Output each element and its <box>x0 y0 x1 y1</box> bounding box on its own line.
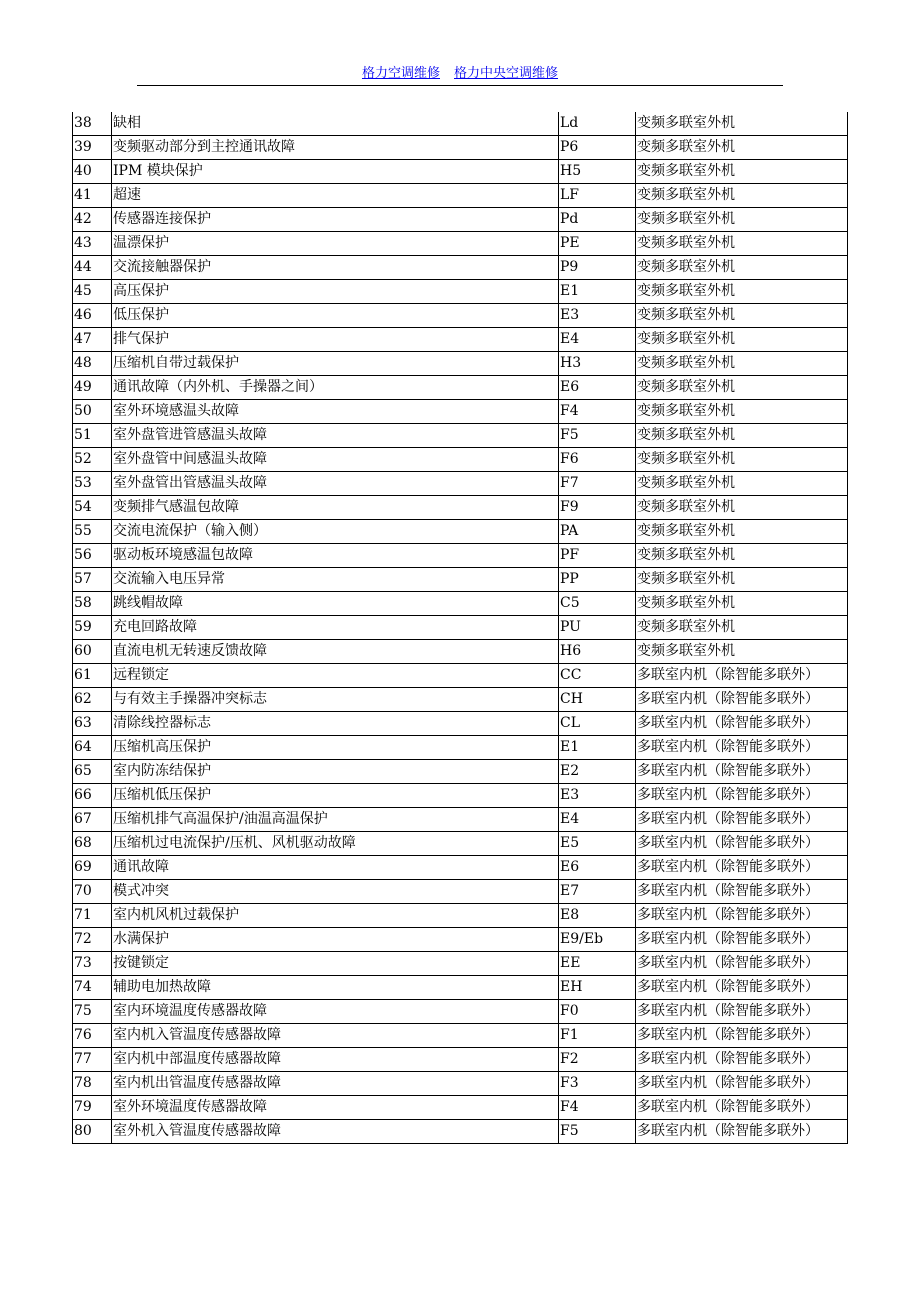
unit-type-cell: 变频多联室外机 <box>636 304 848 328</box>
fault-code-cell: F5 <box>559 424 636 448</box>
unit-type-cell: 多联室内机（除智能多联外） <box>636 928 848 952</box>
fault-code-cell: F9 <box>559 496 636 520</box>
table-row <box>73 856 848 880</box>
table-row <box>73 1072 848 1096</box>
table-row <box>73 520 848 544</box>
fault-name-cell: 变频排气感温包故障 <box>112 496 559 520</box>
table-row <box>73 808 848 832</box>
fault-code-cell: CL <box>559 712 636 736</box>
fault-name-cell: 通讯故障 <box>112 856 559 880</box>
fault-code-cell: E9/Eb <box>559 928 636 952</box>
unit-type-cell: 变频多联室外机 <box>636 328 848 352</box>
unit-type-cell: 变频多联室外机 <box>636 184 848 208</box>
fault-name-cell: 室外盘管进管感温头故障 <box>112 424 559 448</box>
table-row <box>73 1120 848 1144</box>
fault-name-cell: 压缩机过电流保护/压机、风机驱动故障 <box>112 832 559 856</box>
unit-type-cell: 多联室内机（除智能多联外） <box>636 880 848 904</box>
unit-type-cell: 变频多联室外机 <box>636 256 848 280</box>
fault-code-cell: Pd <box>559 208 636 232</box>
fault-name-cell: 室外机入管温度传感器故障 <box>112 1120 559 1144</box>
row-number-cell: 69 <box>73 856 112 880</box>
row-number-cell: 50 <box>73 400 112 424</box>
table-row <box>73 232 848 256</box>
unit-type-cell: 变频多联室外机 <box>636 592 848 616</box>
row-number-cell: 67 <box>73 808 112 832</box>
row-number-cell: 68 <box>73 832 112 856</box>
fault-name-cell: 超速 <box>112 184 559 208</box>
unit-type-cell: 变频多联室外机 <box>636 544 848 568</box>
table-row <box>73 544 848 568</box>
fault-name-cell: 压缩机高压保护 <box>112 736 559 760</box>
unit-type-cell: 多联室内机（除智能多联外） <box>636 976 848 1000</box>
fault-code-cell: E2 <box>559 760 636 784</box>
fault-name-cell: 室外环境温度传感器故障 <box>112 1096 559 1120</box>
unit-type-cell: 多联室内机（除智能多联外） <box>636 808 848 832</box>
fault-name-cell: 室外环境感温头故障 <box>112 400 559 424</box>
fault-name-cell: IPM 模块保护 <box>112 160 559 184</box>
row-number-cell: 65 <box>73 760 112 784</box>
fault-name-cell: 直流电机无转速反馈故障 <box>112 640 559 664</box>
fault-code-cell: F7 <box>559 472 636 496</box>
fault-code-cell: F0 <box>559 1000 636 1024</box>
fault-name-cell: 室内机出管温度传感器故障 <box>112 1072 559 1096</box>
fault-code-cell: EE <box>559 952 636 976</box>
unit-type-cell: 多联室内机（除智能多联外） <box>636 688 848 712</box>
table-row <box>73 736 848 760</box>
table-row <box>73 928 848 952</box>
unit-type-cell: 多联室内机（除智能多联外） <box>636 1072 848 1096</box>
row-number-cell: 64 <box>73 736 112 760</box>
table-row <box>73 952 848 976</box>
table-row <box>73 976 848 1000</box>
row-number-cell: 71 <box>73 904 112 928</box>
unit-type-cell: 变频多联室外机 <box>636 472 848 496</box>
unit-type-cell: 变频多联室外机 <box>636 496 848 520</box>
fault-code-cell: E5 <box>559 832 636 856</box>
table-row <box>73 352 848 376</box>
fault-code-cell: H6 <box>559 640 636 664</box>
fault-name-cell: 辅助电加热故障 <box>112 976 559 1000</box>
header-link-gree-central-ac-repair[interactable]: 格力中央空调维修 <box>454 66 559 81</box>
row-number-cell: 76 <box>73 1024 112 1048</box>
table-row <box>73 136 848 160</box>
unit-type-cell: 变频多联室外机 <box>636 208 848 232</box>
fault-name-cell: 跳线帽故障 <box>112 592 559 616</box>
fault-code-table-body <box>73 112 848 1144</box>
fault-name-cell: 交流电流保护（输入侧） <box>112 520 559 544</box>
fault-code-cell: F6 <box>559 448 636 472</box>
fault-code-cell: E4 <box>559 808 636 832</box>
table-row <box>73 616 848 640</box>
fault-code-cell: PA <box>559 520 636 544</box>
fault-name-cell: 排气保护 <box>112 328 559 352</box>
fault-code-cell: Ld <box>559 112 636 136</box>
row-number-cell: 61 <box>73 664 112 688</box>
row-number-cell: 54 <box>73 496 112 520</box>
fault-name-cell: 压缩机低压保护 <box>112 784 559 808</box>
fault-name-cell: 清除线控器标志 <box>112 712 559 736</box>
row-number-cell: 79 <box>73 1096 112 1120</box>
row-number-cell: 49 <box>73 376 112 400</box>
table-row <box>73 112 848 136</box>
fault-code-cell: C5 <box>559 592 636 616</box>
fault-name-cell: 压缩机排气高温保护/油温高温保护 <box>112 808 559 832</box>
row-number-cell: 53 <box>73 472 112 496</box>
unit-type-cell: 多联室内机（除智能多联外） <box>636 856 848 880</box>
table-row <box>73 784 848 808</box>
fault-name-cell: 充电回路故障 <box>112 616 559 640</box>
fault-code-cell: CH <box>559 688 636 712</box>
fault-code-cell: E3 <box>559 784 636 808</box>
fault-name-cell: 低压保护 <box>112 304 559 328</box>
fault-code-cell: E7 <box>559 880 636 904</box>
fault-name-cell: 压缩机自带过载保护 <box>112 352 559 376</box>
fault-name-cell: 交流接触器保护 <box>112 256 559 280</box>
row-number-cell: 51 <box>73 424 112 448</box>
unit-type-cell: 变频多联室外机 <box>636 568 848 592</box>
unit-type-cell: 多联室内机（除智能多联外） <box>636 952 848 976</box>
unit-type-cell: 多联室内机（除智能多联外） <box>636 832 848 856</box>
page-header <box>0 66 920 82</box>
row-number-cell: 38 <box>73 112 112 136</box>
fault-code-cell: PU <box>559 616 636 640</box>
fault-code-cell: CC <box>559 664 636 688</box>
fault-code-cell: F4 <box>559 1096 636 1120</box>
fault-code-table <box>72 112 848 1144</box>
row-number-cell: 52 <box>73 448 112 472</box>
unit-type-cell: 变频多联室外机 <box>636 136 848 160</box>
table-row <box>73 664 848 688</box>
fault-name-cell: 水满保护 <box>112 928 559 952</box>
fault-code-cell: E6 <box>559 856 636 880</box>
fault-code-cell: E6 <box>559 376 636 400</box>
table-row <box>73 640 848 664</box>
table-row <box>73 400 848 424</box>
fault-code-cell: H3 <box>559 352 636 376</box>
row-number-cell: 78 <box>73 1072 112 1096</box>
table-row <box>73 1096 848 1120</box>
unit-type-cell: 变频多联室外机 <box>636 232 848 256</box>
unit-type-cell: 变频多联室外机 <box>636 616 848 640</box>
table-row <box>73 328 848 352</box>
row-number-cell: 72 <box>73 928 112 952</box>
fault-name-cell: 驱动板环境感温包故障 <box>112 544 559 568</box>
table-row <box>73 688 848 712</box>
fault-name-cell: 缺相 <box>112 112 559 136</box>
fault-code-cell: E1 <box>559 280 636 304</box>
row-number-cell: 46 <box>73 304 112 328</box>
row-number-cell: 58 <box>73 592 112 616</box>
row-number-cell: 40 <box>73 160 112 184</box>
fault-code-cell: PE <box>559 232 636 256</box>
row-number-cell: 41 <box>73 184 112 208</box>
table-row <box>73 568 848 592</box>
unit-type-cell: 变频多联室外机 <box>636 112 848 136</box>
fault-name-cell: 通讯故障（内外机、手操器之间） <box>112 376 559 400</box>
row-number-cell: 47 <box>73 328 112 352</box>
fault-code-cell: E4 <box>559 328 636 352</box>
fault-name-cell: 室内环境温度传感器故障 <box>112 1000 559 1024</box>
row-number-cell: 60 <box>73 640 112 664</box>
unit-type-cell: 多联室内机（除智能多联外） <box>636 736 848 760</box>
unit-type-cell: 多联室内机（除智能多联外） <box>636 1024 848 1048</box>
unit-type-cell: 多联室内机（除智能多联外） <box>636 784 848 808</box>
table-row <box>73 1000 848 1024</box>
fault-name-cell: 室内机入管温度传感器故障 <box>112 1024 559 1048</box>
table-row <box>73 832 848 856</box>
fault-name-cell: 变频驱动部分到主控通讯故障 <box>112 136 559 160</box>
unit-type-cell: 变频多联室外机 <box>636 448 848 472</box>
fault-code-cell: LF <box>559 184 636 208</box>
unit-type-cell: 多联室内机（除智能多联外） <box>636 712 848 736</box>
table-row <box>73 1048 848 1072</box>
table-row <box>73 760 848 784</box>
unit-type-cell: 多联室内机（除智能多联外） <box>636 1120 848 1144</box>
table-row <box>73 904 848 928</box>
fault-name-cell: 温漂保护 <box>112 232 559 256</box>
row-number-cell: 77 <box>73 1048 112 1072</box>
fault-code-cell: E8 <box>559 904 636 928</box>
fault-code-cell: EH <box>559 976 636 1000</box>
fault-code-cell: PP <box>559 568 636 592</box>
unit-type-cell: 变频多联室外机 <box>636 280 848 304</box>
fault-code-cell: PF <box>559 544 636 568</box>
unit-type-cell: 变频多联室外机 <box>636 400 848 424</box>
row-number-cell: 57 <box>73 568 112 592</box>
unit-type-cell: 多联室内机（除智能多联外） <box>636 664 848 688</box>
fault-name-cell: 模式冲突 <box>112 880 559 904</box>
row-number-cell: 56 <box>73 544 112 568</box>
unit-type-cell: 变频多联室外机 <box>636 640 848 664</box>
fault-name-cell: 室内机风机过载保护 <box>112 904 559 928</box>
row-number-cell: 66 <box>73 784 112 808</box>
table-row <box>73 208 848 232</box>
table-row <box>73 496 848 520</box>
unit-type-cell: 多联室内机（除智能多联外） <box>636 760 848 784</box>
row-number-cell: 80 <box>73 1120 112 1144</box>
unit-type-cell: 多联室内机（除智能多联外） <box>636 1096 848 1120</box>
table-row <box>73 304 848 328</box>
unit-type-cell: 变频多联室外机 <box>636 160 848 184</box>
unit-type-cell: 多联室内机（除智能多联外） <box>636 1000 848 1024</box>
row-number-cell: 45 <box>73 280 112 304</box>
row-number-cell: 44 <box>73 256 112 280</box>
fault-name-cell: 室内防冻结保护 <box>112 760 559 784</box>
table-row <box>73 160 848 184</box>
fault-name-cell: 室外盘管中间感温头故障 <box>112 448 559 472</box>
unit-type-cell: 变频多联室外机 <box>636 352 848 376</box>
fault-code-cell: P6 <box>559 136 636 160</box>
header-link-gree-ac-repair[interactable]: 格力空调维修 <box>361 66 440 81</box>
unit-type-cell: 变频多联室外机 <box>636 376 848 400</box>
unit-type-cell: 变频多联室外机 <box>636 520 848 544</box>
fault-code-cell: F4 <box>559 400 636 424</box>
row-number-cell: 63 <box>73 712 112 736</box>
fault-name-cell: 按键锁定 <box>112 952 559 976</box>
row-number-cell: 62 <box>73 688 112 712</box>
row-number-cell: 75 <box>73 1000 112 1024</box>
row-number-cell: 43 <box>73 232 112 256</box>
fault-code-cell: F5 <box>559 1120 636 1144</box>
fault-code-cell: F2 <box>559 1048 636 1072</box>
fault-code-table-container <box>72 112 848 1144</box>
row-number-cell: 73 <box>73 952 112 976</box>
fault-name-cell: 高压保护 <box>112 280 559 304</box>
fault-code-cell: H5 <box>559 160 636 184</box>
table-row <box>73 712 848 736</box>
table-row <box>73 1024 848 1048</box>
row-number-cell: 74 <box>73 976 112 1000</box>
unit-type-cell: 变频多联室外机 <box>636 424 848 448</box>
fault-name-cell: 室外盘管出管感温头故障 <box>112 472 559 496</box>
row-number-cell: 42 <box>73 208 112 232</box>
fault-name-cell: 远程锁定 <box>112 664 559 688</box>
row-number-cell: 55 <box>73 520 112 544</box>
unit-type-cell: 多联室内机（除智能多联外） <box>636 1048 848 1072</box>
header-rule <box>137 85 783 86</box>
fault-code-cell: F1 <box>559 1024 636 1048</box>
fault-code-cell: F3 <box>559 1072 636 1096</box>
row-number-cell: 59 <box>73 616 112 640</box>
fault-name-cell: 室内机中部温度传感器故障 <box>112 1048 559 1072</box>
unit-type-cell: 多联室内机（除智能多联外） <box>636 904 848 928</box>
table-row <box>73 424 848 448</box>
table-row <box>73 880 848 904</box>
row-number-cell: 48 <box>73 352 112 376</box>
table-row <box>73 448 848 472</box>
row-number-cell: 70 <box>73 880 112 904</box>
table-row <box>73 184 848 208</box>
row-number-cell: 39 <box>73 136 112 160</box>
fault-name-cell: 交流输入电压异常 <box>112 568 559 592</box>
fault-name-cell: 传感器连接保护 <box>112 208 559 232</box>
table-row <box>73 376 848 400</box>
fault-code-cell: E3 <box>559 304 636 328</box>
fault-name-cell: 与有效主手操器冲突标志 <box>112 688 559 712</box>
table-row <box>73 592 848 616</box>
fault-code-cell: E1 <box>559 736 636 760</box>
table-row <box>73 256 848 280</box>
fault-code-cell: P9 <box>559 256 636 280</box>
table-row <box>73 280 848 304</box>
table-row <box>73 472 848 496</box>
